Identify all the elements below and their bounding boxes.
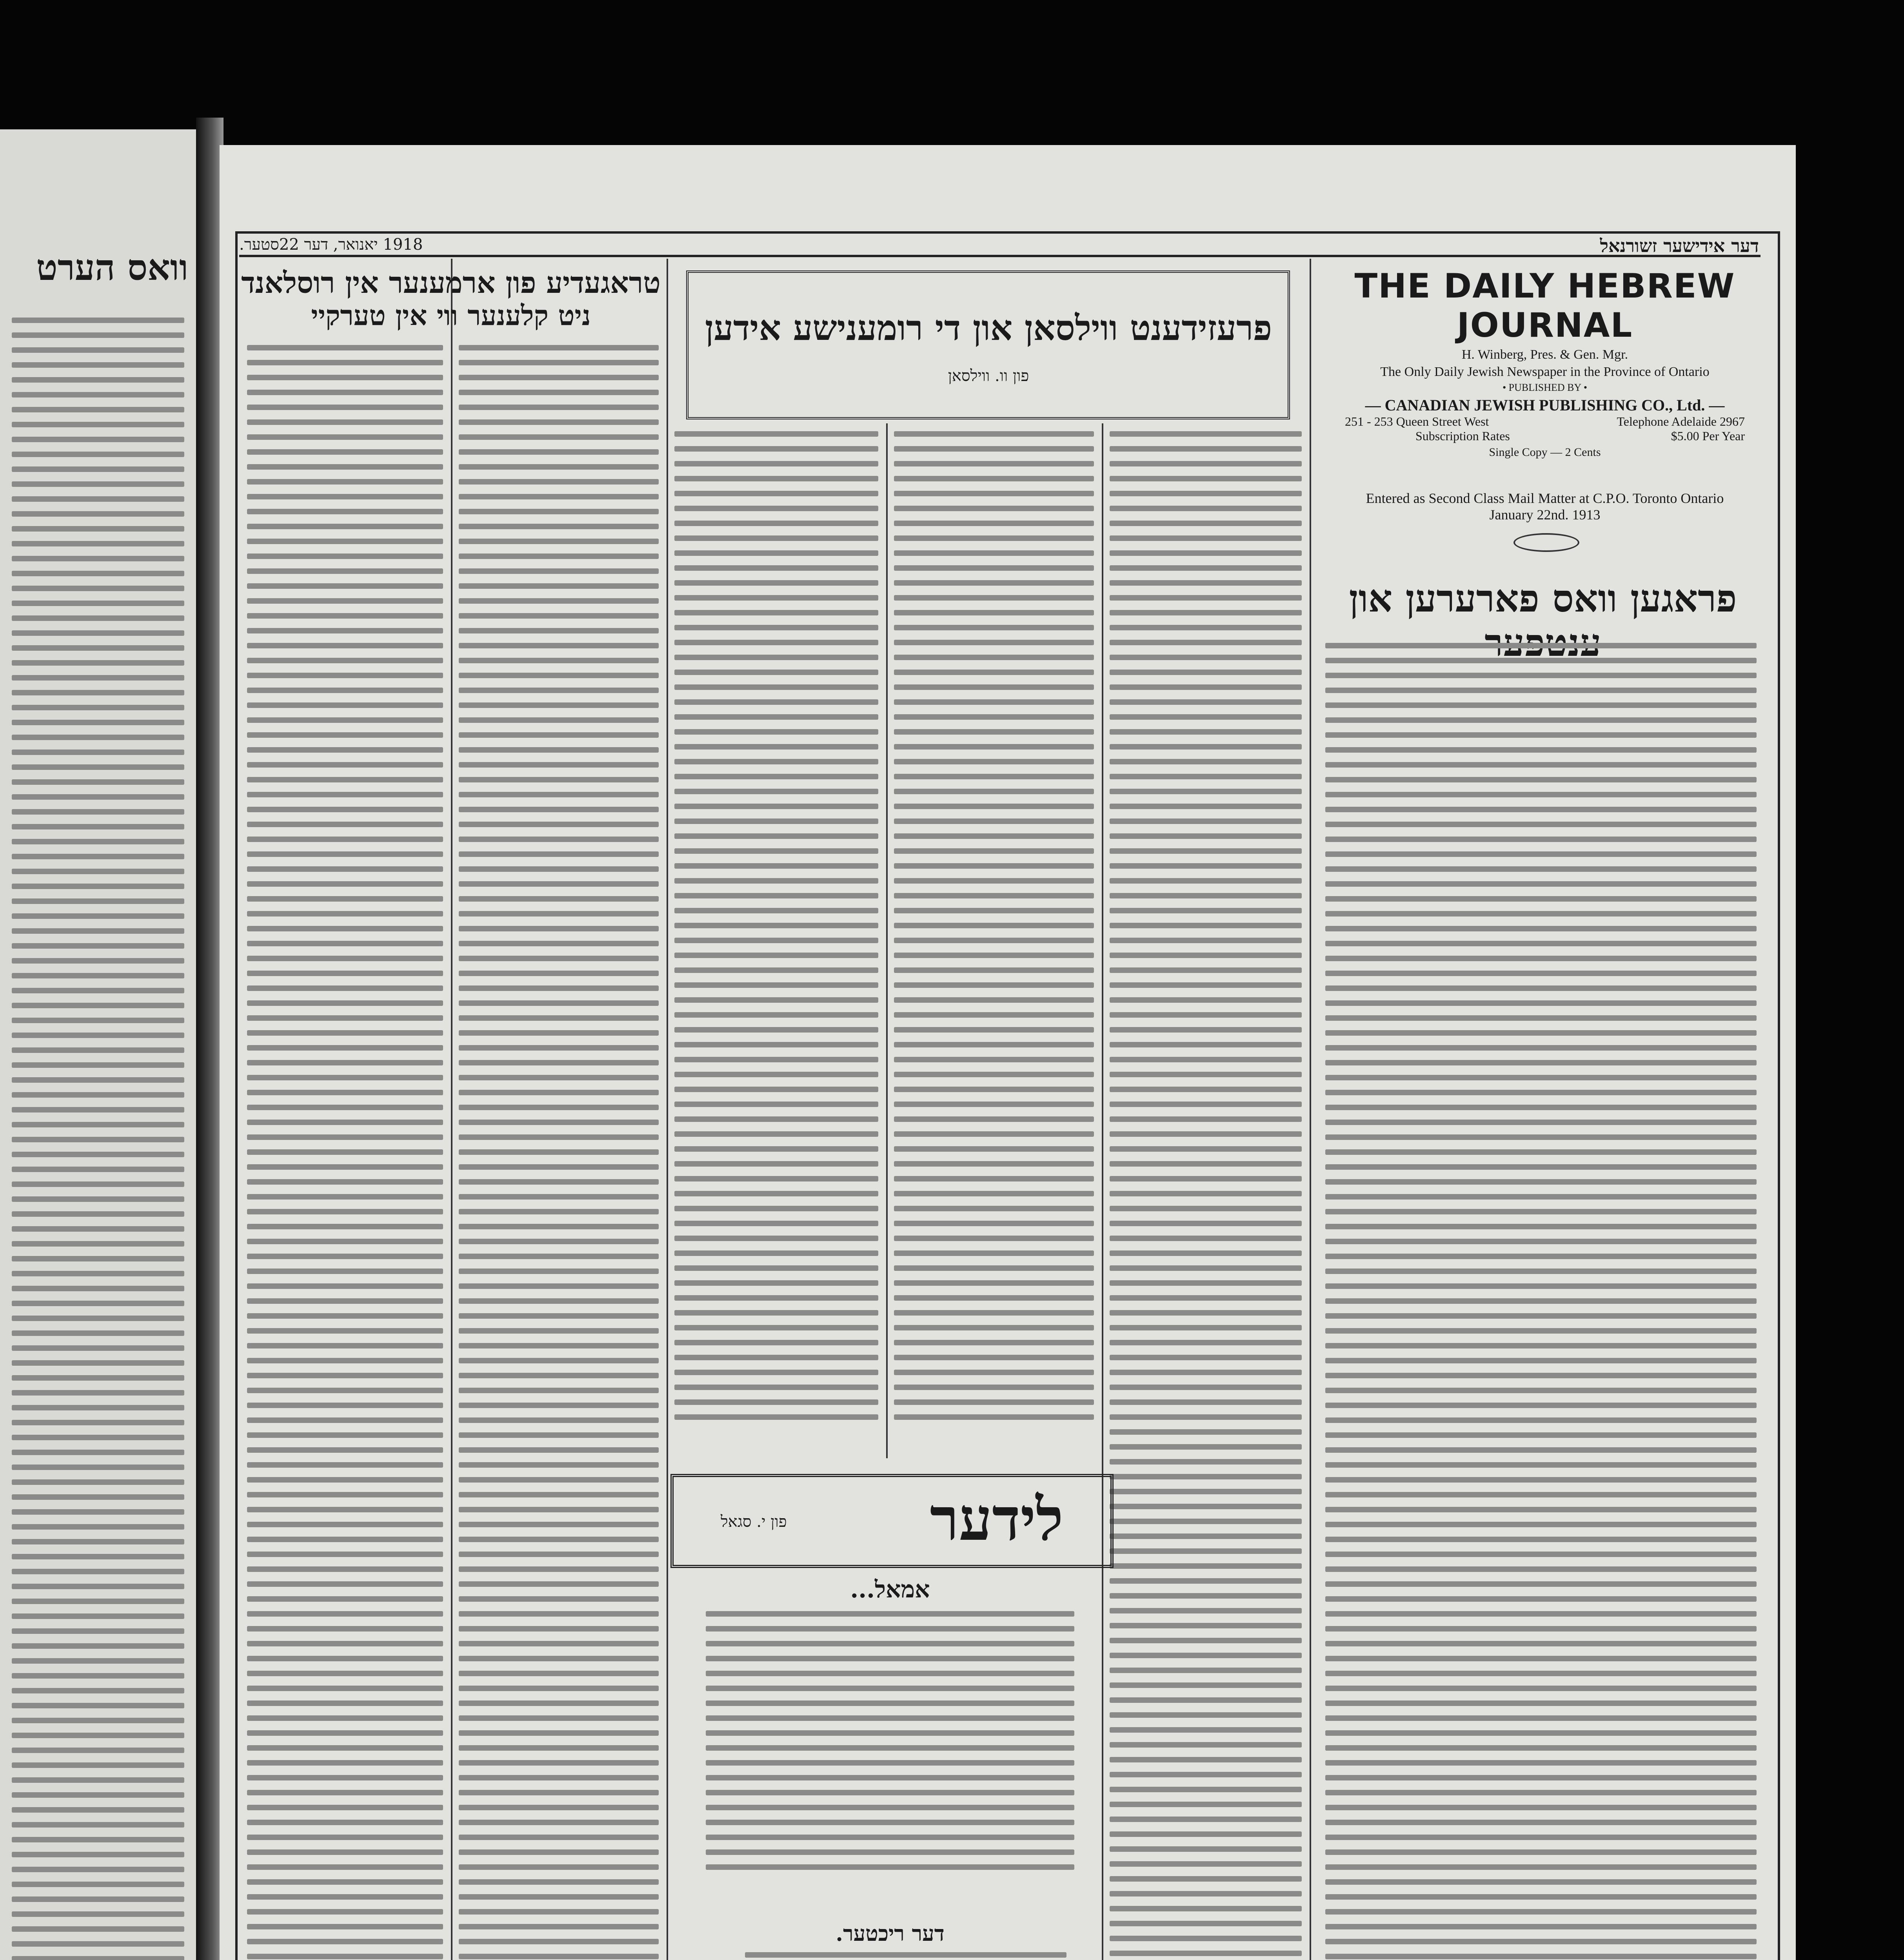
column-3-text bbox=[674, 431, 878, 1450]
subscription-row bbox=[1333, 429, 1757, 443]
poems-section-byline: פון י. סגאל bbox=[721, 1513, 787, 1531]
poems-section-header bbox=[670, 1474, 1114, 1568]
masthead-box bbox=[1333, 259, 1757, 478]
poems-section-title: לידער bbox=[930, 1485, 1063, 1554]
telephone: Telephone Adelaide 2967 bbox=[1617, 414, 1745, 428]
subscription-value: $5.00 Per Year bbox=[1671, 429, 1745, 443]
subscription-label: Subscription Rates bbox=[1415, 429, 1510, 443]
column-1-text bbox=[247, 345, 443, 1960]
poem-2-text bbox=[745, 1952, 1066, 1960]
poem-2-title: דער ריכטער. bbox=[836, 1921, 945, 1946]
center-story-title: פרעזידענט ווילסאן און די רומענישע אידען bbox=[705, 307, 1272, 348]
left-story-headline bbox=[239, 267, 663, 332]
masthead-small: דער אידישער זשורנאל bbox=[1600, 235, 1759, 256]
header-rule bbox=[239, 255, 1760, 257]
adjacent-page-fragment bbox=[0, 129, 196, 1960]
column-5-text bbox=[1110, 431, 1302, 1960]
column-rule bbox=[1102, 423, 1103, 1960]
poem-1-title: אמאל... bbox=[850, 1576, 930, 1603]
single-copy: Single Copy — 2 Cents bbox=[1489, 446, 1601, 459]
address-row bbox=[1333, 414, 1757, 429]
masthead-title: THE DAILY HEBREW JOURNAL bbox=[1354, 267, 1735, 345]
column-rule bbox=[451, 259, 452, 1960]
left-story-subtitle: ניט קלענער ווי אין טערקיי bbox=[311, 299, 591, 332]
address: 251 - 253 Queen Street West bbox=[1345, 414, 1489, 428]
center-headline-box bbox=[686, 270, 1290, 419]
column-rule bbox=[1310, 259, 1311, 1960]
postal-notice-line: Entered as Second Class Mail Matter at C.P.O. Toronto Ontario bbox=[1366, 490, 1724, 506]
adjacent-page-headline: וואס הערט bbox=[36, 247, 188, 289]
column-4-text bbox=[894, 431, 1094, 1450]
left-story-title: טראגעדיע פון ארמענער אין רוסלאנד bbox=[241, 266, 661, 300]
postal-notice-date: January 22nd. 1913 bbox=[1489, 507, 1601, 523]
right-story-headline: פראגען וואס פארערען און bbox=[1349, 576, 1737, 621]
publisher-line: H. Winberg, Pres. & Gen. Mgr. bbox=[1461, 347, 1628, 362]
column-6-text bbox=[1325, 643, 1757, 1960]
tagline: The Only Daily Jewish Newspaper in the Province of Ontario bbox=[1380, 365, 1710, 379]
poem-1-text bbox=[706, 1611, 1074, 1905]
dateline: 1918 יאנואר, דער 22סטער. bbox=[239, 236, 423, 254]
ornament-icon bbox=[1513, 533, 1579, 552]
column-rule bbox=[886, 423, 888, 1458]
column-2-text bbox=[459, 345, 659, 1960]
adjacent-page-text bbox=[12, 318, 184, 1960]
postal-notice bbox=[1333, 490, 1757, 523]
column-rule bbox=[667, 259, 668, 1960]
published-by: • PUBLISHED BY • bbox=[1502, 382, 1587, 393]
center-story-byline: פון וו. ווילסאן bbox=[948, 367, 1029, 385]
company-name: — CANADIAN JEWISH PUBLISHING CO., Ltd. — bbox=[1365, 396, 1725, 414]
